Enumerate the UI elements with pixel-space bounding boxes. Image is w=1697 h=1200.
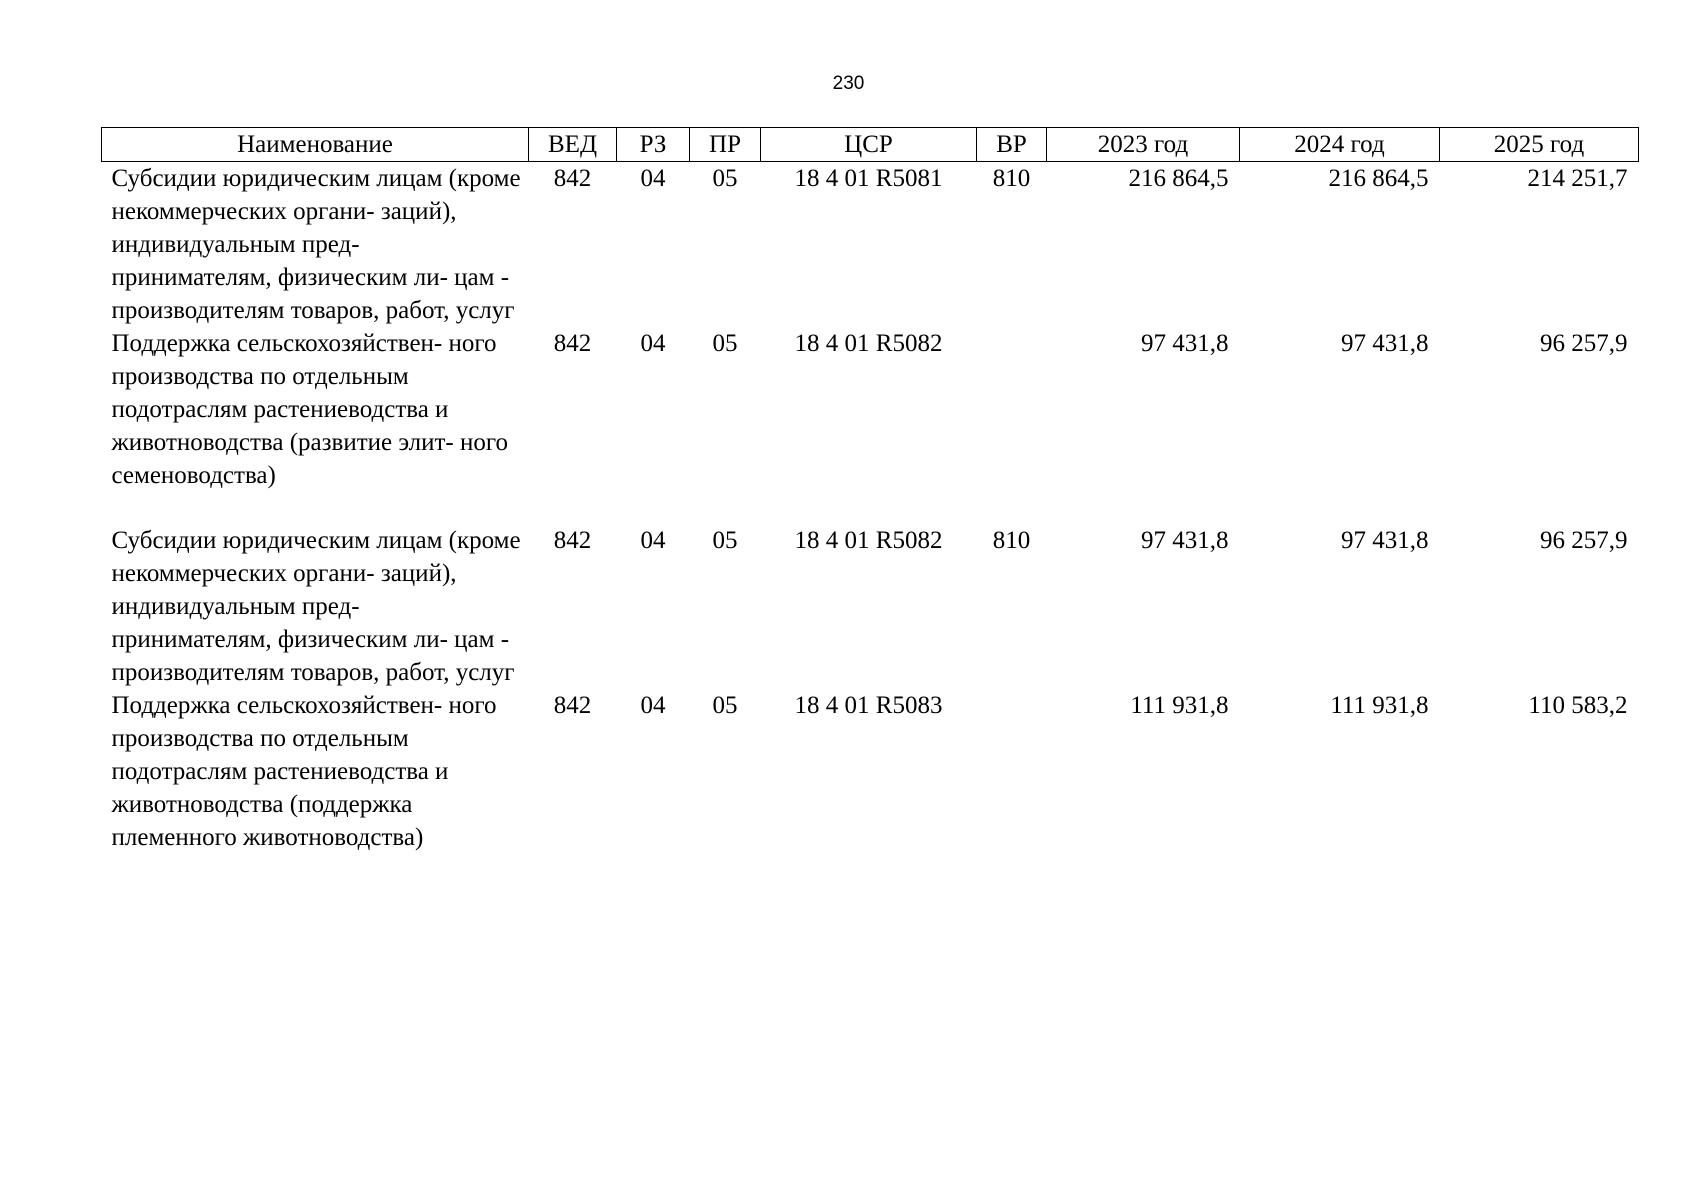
cell-csr: 18 4 01 R5081 xyxy=(794,165,943,192)
cell-rz: 04 xyxy=(640,527,666,554)
cell-2023: 216 864,5 xyxy=(1128,165,1229,192)
cell-rz: 04 xyxy=(640,692,666,719)
header-2023: 2023 год xyxy=(1047,128,1240,162)
cell-2025: 96 257,9 xyxy=(1540,527,1628,554)
header-pr: ПР xyxy=(690,128,761,162)
cell-csr: 18 4 01 R5083 xyxy=(794,692,943,719)
header-2025: 2025 год xyxy=(1440,128,1639,162)
spacer-cell xyxy=(102,492,1639,524)
cell-2023: 111 931,8 xyxy=(1130,692,1229,719)
cell-rz: 04 xyxy=(640,330,666,357)
cell-2023: 97 431,8 xyxy=(1141,527,1229,554)
cell-2025: 110 583,2 xyxy=(1528,692,1628,719)
cell-2023: 97 431,8 xyxy=(1141,330,1229,357)
table-row xyxy=(102,327,1639,492)
header-csr: ЦСР xyxy=(761,128,977,162)
cell-pr: 05 xyxy=(712,527,738,554)
cell-name: Субсидии юридическим лицам (кроме некоммерческих органи- заций), индивидуальным пред- принимателям, физическим ли- цам - производителям товаров, работ, услуг xyxy=(111,165,521,324)
cell-vr: 810 xyxy=(992,165,1031,192)
table-header-row xyxy=(102,128,1639,162)
cell-2025: 214 251,7 xyxy=(1527,165,1628,192)
cell-ved: 842 xyxy=(553,165,592,192)
cell-2024: 97 431,8 xyxy=(1341,330,1429,357)
cell-2024: 97 431,8 xyxy=(1341,527,1429,554)
cell-name: Субсидии юридическим лицам (кроме некоммерческих органи- заций), индивидуальным пред- принимателям, физическим ли- цам - производителям товаров, работ, услуг xyxy=(111,527,521,686)
cell-2025: 96 257,9 xyxy=(1540,330,1628,357)
cell-pr: 05 xyxy=(712,330,738,357)
header-vr: ВР xyxy=(977,128,1047,162)
cell-vr: 810 xyxy=(992,527,1031,554)
page-number: 230 xyxy=(832,73,865,94)
cell-csr: 18 4 01 R5082 xyxy=(794,330,943,357)
header-ved: ВЕД xyxy=(529,128,617,162)
cell-name: Поддержка сельскохозяйствен- ного производства по отдельным подотраслям растениеводства и животноводства (развитие элит- ного семеноводства) xyxy=(111,330,509,489)
cell-pr: 05 xyxy=(712,165,738,192)
table-spacer xyxy=(102,492,1639,524)
cell-vr xyxy=(977,689,1047,854)
cell-pr: 05 xyxy=(712,692,738,719)
cell-rz: 04 xyxy=(640,165,666,192)
cell-ved: 842 xyxy=(553,692,592,719)
cell-ved: 842 xyxy=(553,330,592,357)
cell-vr xyxy=(977,327,1047,492)
cell-name: Поддержка сельскохозяйствен- ного производства по отдельным подотраслям растениеводства и животноводства (поддержка племенного животноводства) xyxy=(111,692,497,851)
cell-ved: 842 xyxy=(553,527,592,554)
cell-csr: 18 4 01 R5082 xyxy=(794,527,943,554)
header-name: Наименование xyxy=(102,128,529,162)
cell-2024: 111 931,8 xyxy=(1330,692,1429,719)
table-row xyxy=(102,524,1639,689)
header-rz: РЗ xyxy=(617,128,690,162)
header-2024: 2024 год xyxy=(1240,128,1440,162)
table-row xyxy=(102,162,1639,328)
budget-table xyxy=(101,127,1639,854)
table-row xyxy=(102,689,1639,854)
cell-2024: 216 864,5 xyxy=(1328,165,1429,192)
